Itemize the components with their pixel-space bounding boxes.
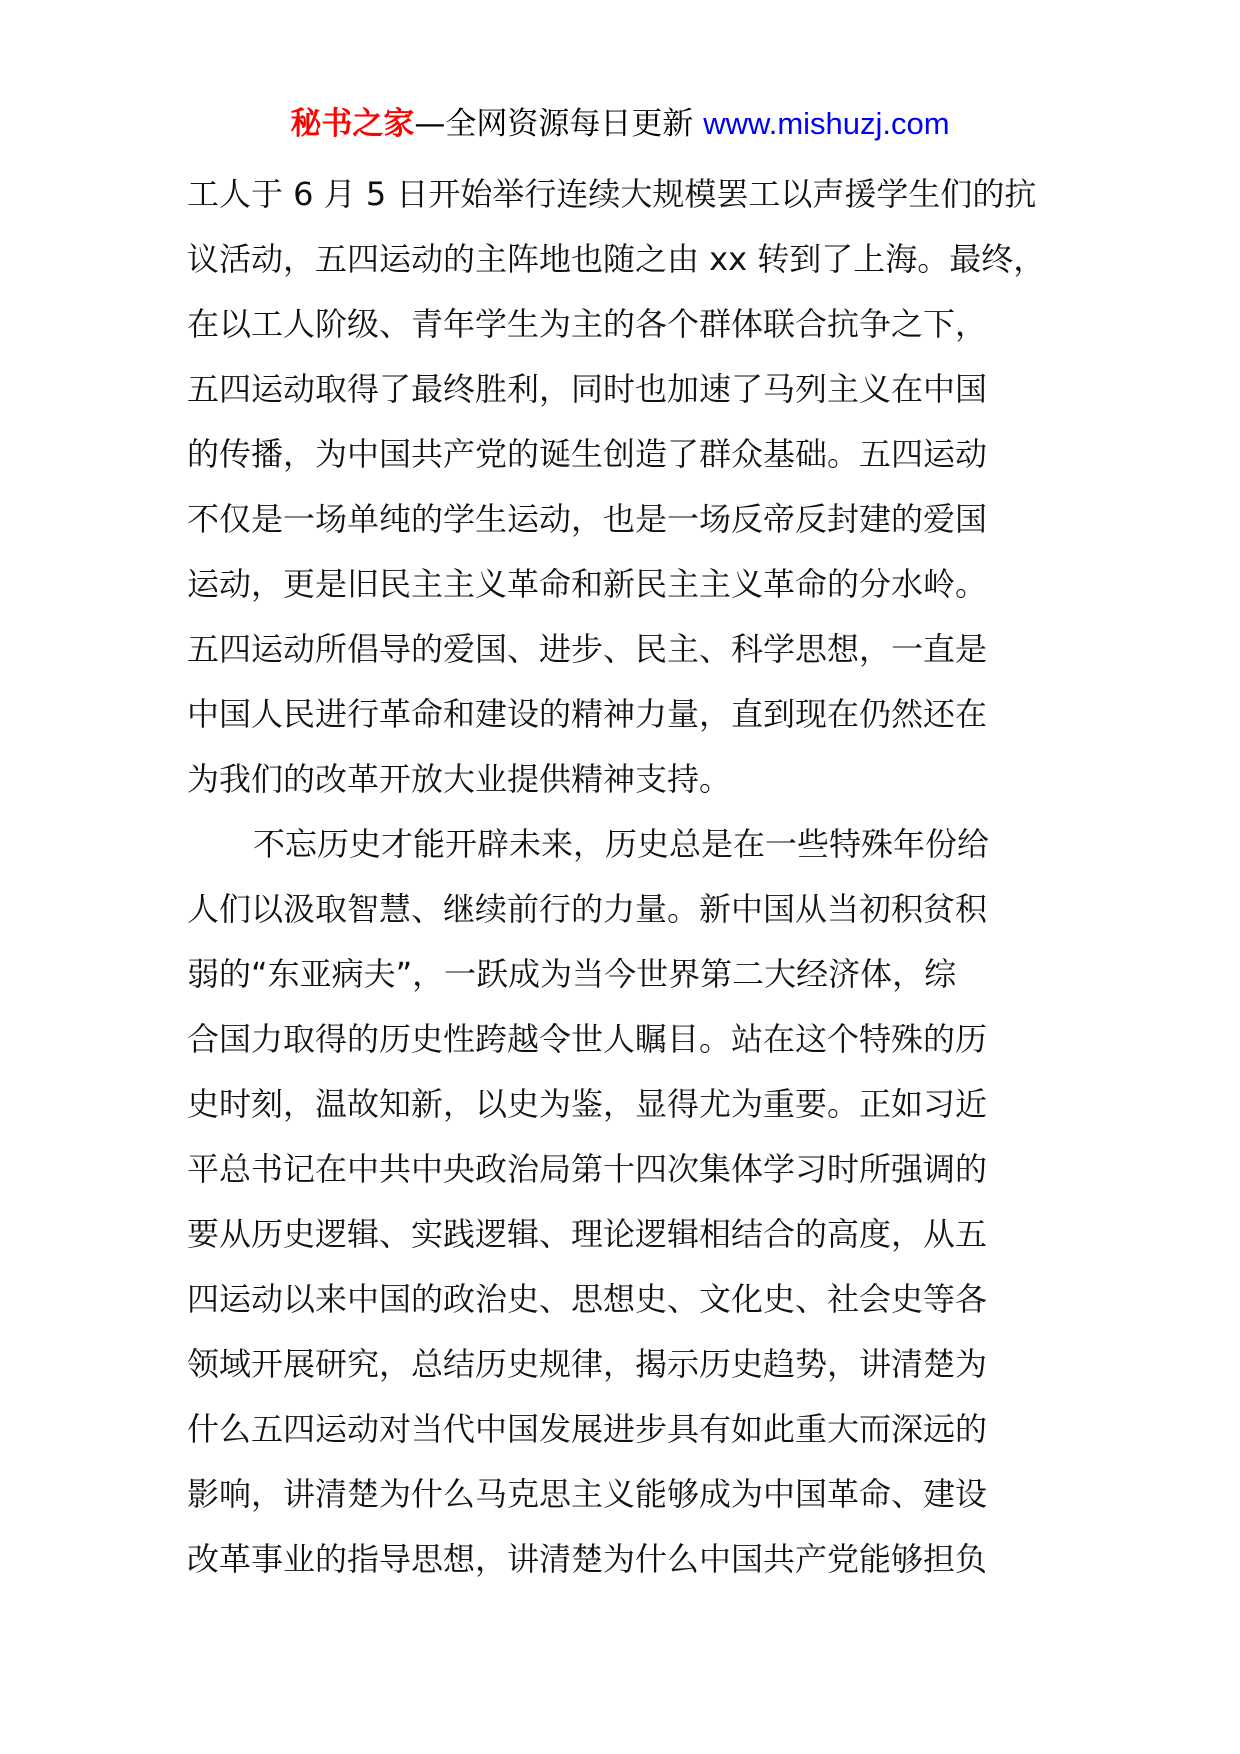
- text-line: 运动，更是旧民主主义革命和新民主主义革命的分水岭。: [187, 565, 988, 603]
- document-body: [187, 162, 1067, 1592]
- brand-name: 秘书之家: [290, 106, 415, 142]
- paragraph-1: [187, 162, 1067, 812]
- text-line: 什么五四运动对当代中国发展进步具有如此重大而深远的: [187, 1410, 988, 1448]
- text-line: 议活动，五四运动的主阵地也随之由 xx 转到了上海。最终，: [187, 240, 1046, 278]
- text-line: 中国人民进行革命和建设的精神力量，直到现在仍然还在: [187, 695, 988, 733]
- text-line: 改革事业的指导思想，讲清楚为什么中国共产党能够担负: [187, 1540, 988, 1578]
- text-line: 史时刻，温故知新，以史为鉴，显得尤为重要。正如习近: [187, 1085, 988, 1123]
- text-line: 平总书记在中共中央政治局第十四次集体学习时所强调的: [187, 1150, 988, 1188]
- text-line: 领域开展研究，总结历史规律，揭示历史趋势，讲清楚为: [187, 1345, 988, 1383]
- text-line: 四运动以来中国的政治史、思想史、文化史、社会史等各: [187, 1280, 988, 1318]
- text-line: 五四运动取得了最终胜利，同时也加速了马列主义在中国: [187, 370, 988, 408]
- text-line: 为我们的改革开放大业提供精神支持。: [187, 760, 732, 798]
- site-header: [0, 96, 1240, 152]
- text-line: 合国力取得的历史性跨越令世人瞩目。站在这个特殊的历: [187, 1020, 988, 1058]
- text-line: 不仅是一场单纯的学生运动，也是一场反帝反封建的爱国: [187, 500, 988, 538]
- text-line: 不忘历史才能开辟未来，历史总是在一些特殊年份给: [253, 825, 990, 863]
- text-line: 在以工人阶级、青年学生为主的各个群体联合抗争之下，: [187, 305, 988, 343]
- text-line: 人们以汲取智慧、继续前行的力量。新中国从当初积贫积: [187, 890, 988, 928]
- paragraph-2: [187, 812, 1067, 1592]
- site-url-link[interactable]: www.mishuzj.com: [703, 106, 950, 141]
- text-line: 五四运动所倡导的爱国、进步、民主、科学思想，一直是: [187, 630, 988, 668]
- text-line: 工人于 6 月 5 日开始举行连续大规模罢工以声援学生们的抗: [187, 175, 1037, 213]
- text-line: 的传播，为中国共产党的诞生创造了群众基础。五四运动: [187, 435, 988, 473]
- text-line: 要从历史逻辑、实践逻辑、理论逻辑相结合的高度，从五: [187, 1215, 988, 1253]
- text-line: 影响，讲清楚为什么马克思主义能够成为中国革命、建设: [187, 1475, 988, 1513]
- text-line: 弱的“东亚病夫”，一跃成为当今世界第二大经济体，综: [187, 955, 957, 993]
- site-tagline: —全网资源每日更新: [414, 106, 694, 142]
